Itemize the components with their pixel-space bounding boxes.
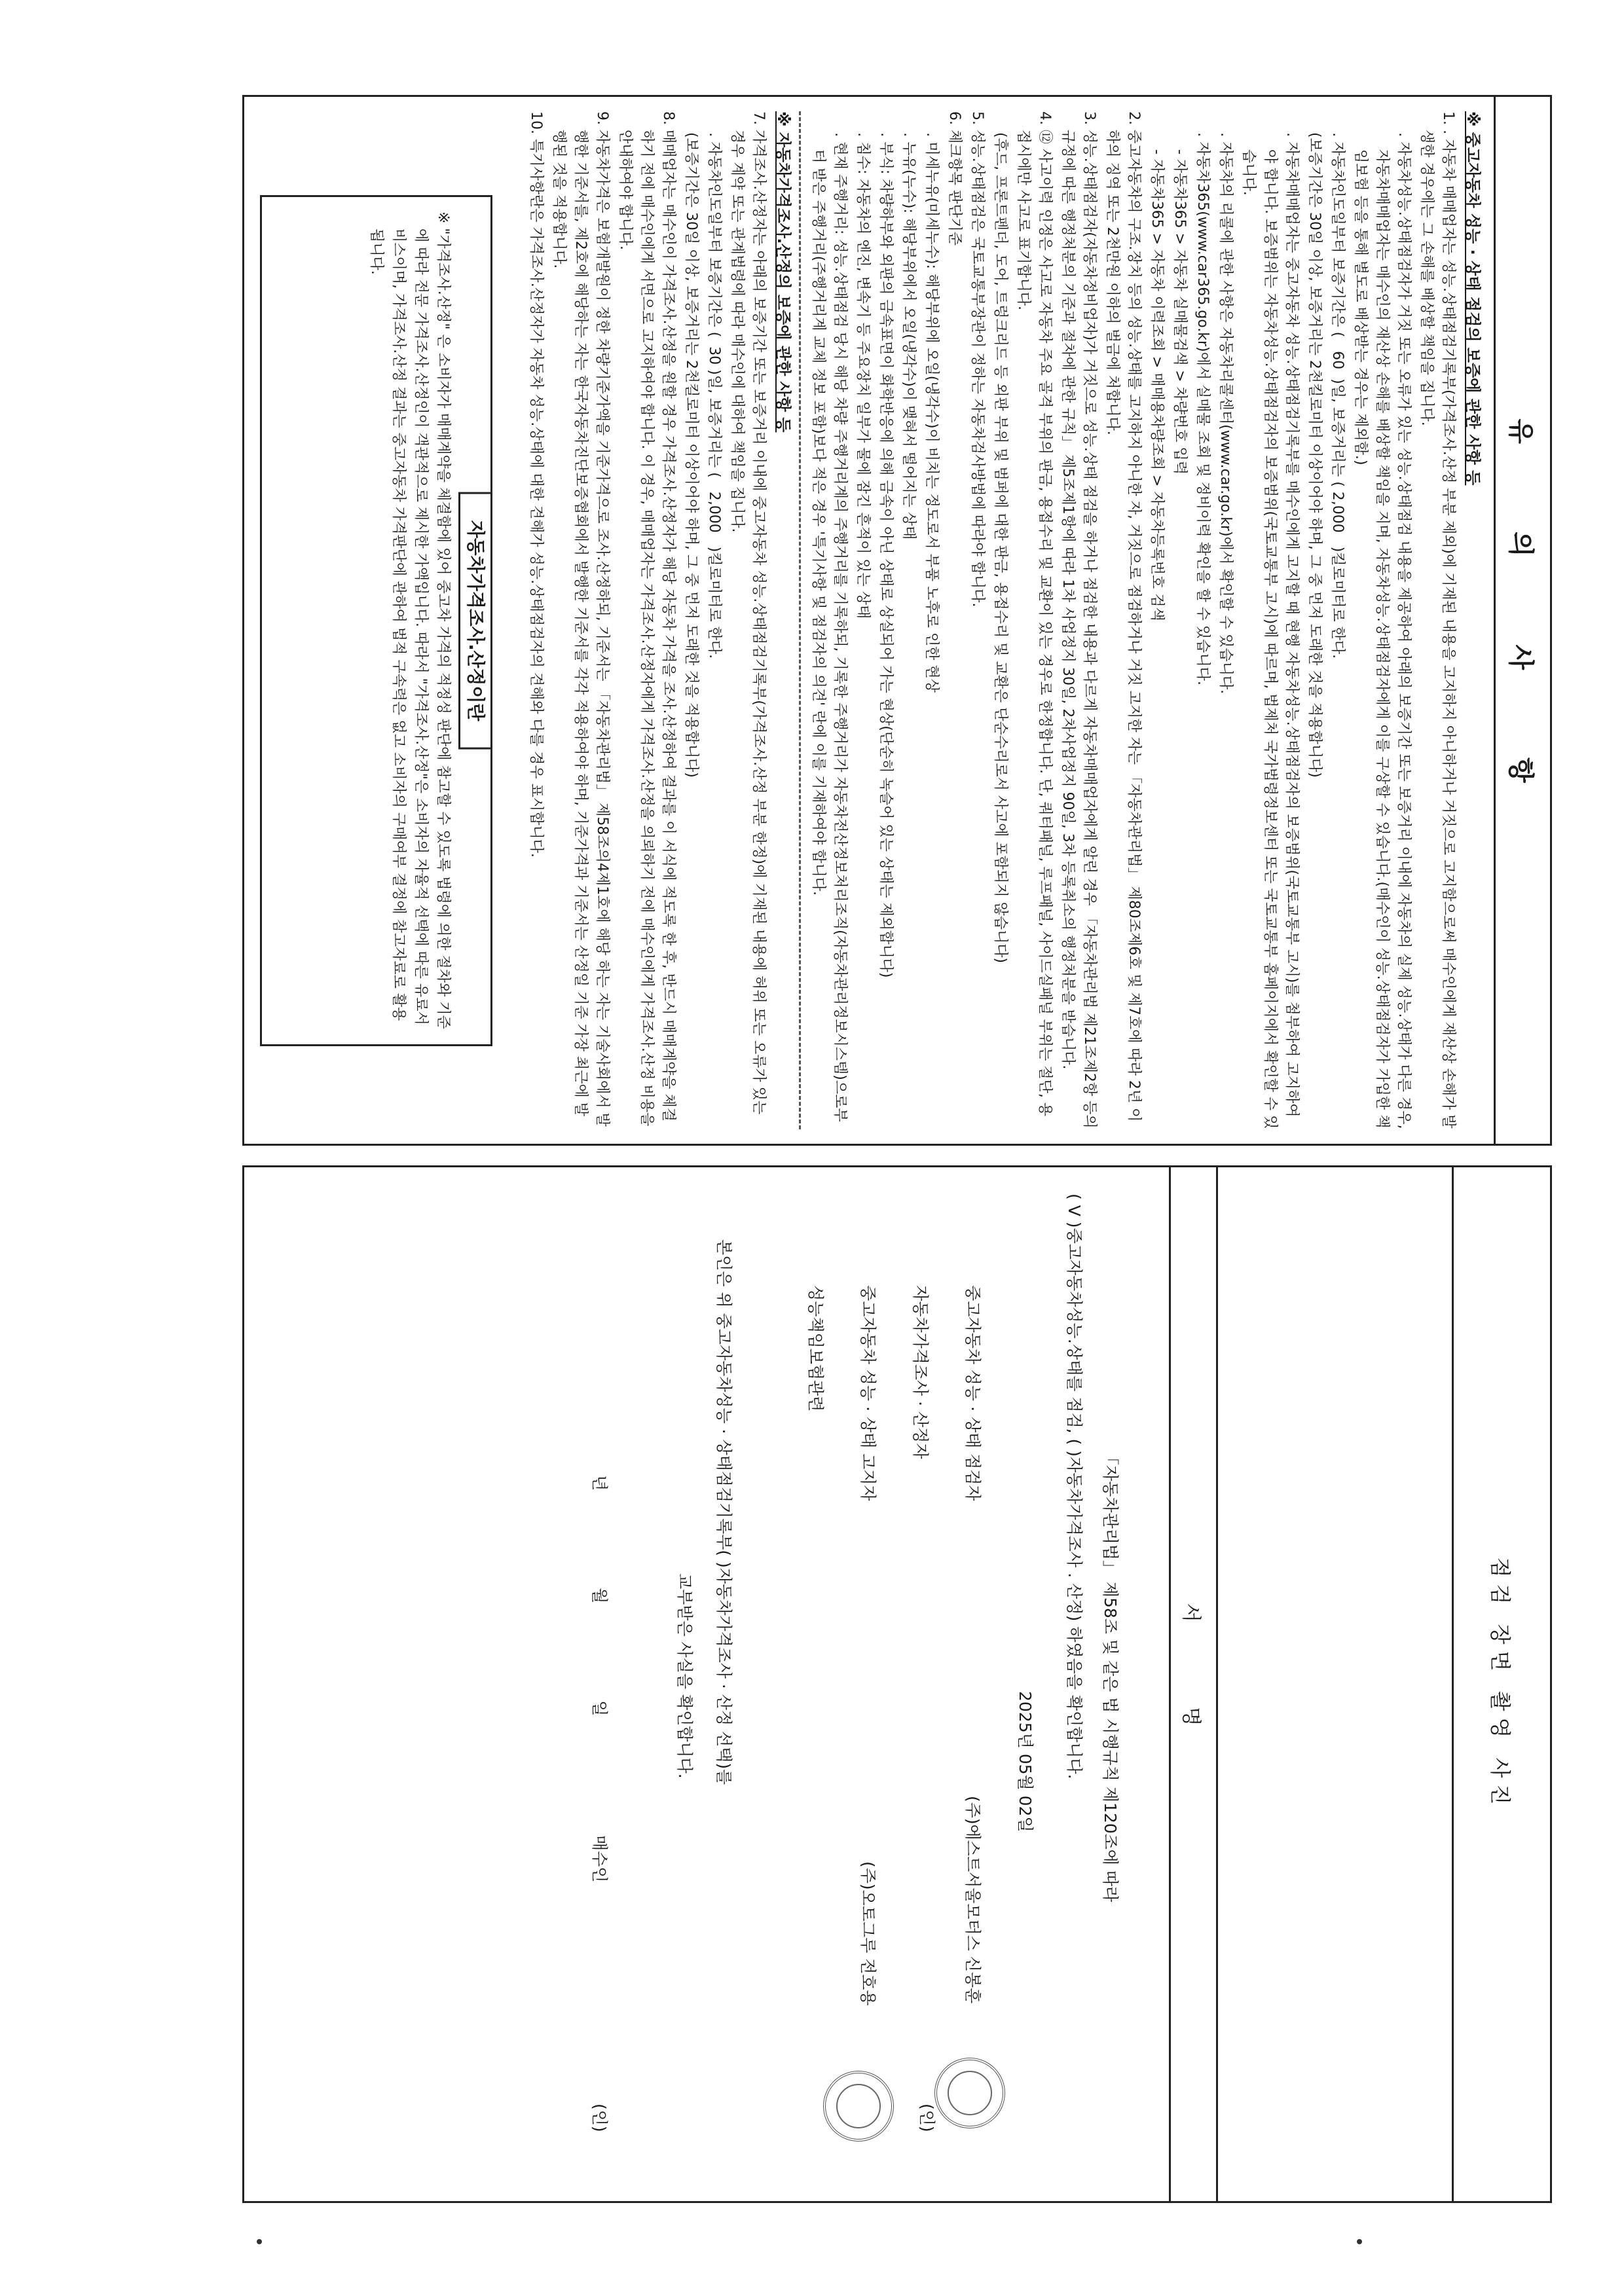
inspector-value: (주)에스트서울모터스 신봉훈 bbox=[963, 1796, 982, 2004]
note-item: 6. 체크항목 판단기준 bbox=[946, 111, 963, 246]
note-subitem: ․ 자동차성능․상태점검자가 거짓 또는 오류가 있는 성능․상태점검 내용을 제공하여 아래의 보증기간 또는 보증거리 이내에 자동차의 실제 성능․상태가 다른 경우, 자동차매매업자는 매수인의 재산상 손해를 배상할 책임을 지며, 자동차성능․상태점검자에게 이를 구상할 수 있습니다.(매수인이 성능․상태점검자가 가입한 책임보험 등을 통해 별도로 배상받는 경우는 제외함.) bbox=[1352, 132, 1412, 1134]
confirm-line-2: 교부받은 사실을 확인합니다. bbox=[675, 1573, 694, 1779]
section1-items bbox=[807, 111, 1459, 1134]
price-info-box-label: 자동차가격조사․산정이란 bbox=[458, 492, 492, 750]
signature-panel bbox=[242, 1165, 1552, 2203]
notes-body bbox=[524, 111, 1485, 1134]
note-subitem: (보증기간은 30일 이상, 보증거리는 2천킬로미터 이상이어야 하며, 그 중 먼저 도래한 것을 적용합니다) bbox=[1306, 132, 1323, 778]
note-subitem: ․ 자동차인도일부터 보증기간은 ( 30 )일, 보증거리는 ( 2,000 )킬로미터로 한다. bbox=[706, 132, 722, 659]
inspector-stamp-icon bbox=[934, 2058, 1005, 2128]
buyer-label: 매수인 bbox=[590, 1835, 609, 1883]
signature-title: 서 명 bbox=[1169, 1167, 1216, 2201]
note-item: 7. 가격조사․산정자는 아래의 보증기간 또는 보증거리 이내에 중고자동차 성능․상태점검기록부(가격조사․산정 부분 한정)에 기재된 내용에 허위 또는 오류가 있는 경우 계약 또는 관계법령에 따라 매수인에 대하여 책임을 집니다. bbox=[729, 111, 767, 1120]
price-assessor-label: 자동차가격조사 · 산정자 bbox=[911, 1285, 930, 1459]
buyer-seal-mark: (인) bbox=[590, 2104, 609, 2132]
notes-panel bbox=[242, 95, 1552, 1146]
notes-heading bbox=[1494, 97, 1550, 1144]
price-info-box-text: ※ "가격조사․산정" 은 소비자가 매매계약을 체결함에 있어 중고차 가격의 적정성 판단에 참고할 수 있도록 법령에 의한 절차와 기준에 따라 전문 가격조사․산정인이 객관적으로 제시한 가액입니다. 따라서 "가격조사․산정"은 소비자의 자율적 선택에 따른 유료서비스이며, 가격조사․산정 결과는 중고자동차 가격판단에 관하여 법적 구속력은 없고 소비자의 구매여부 결정에 참고자료로 활용됩니다. bbox=[368, 211, 451, 1029]
law-line-2: ( V )중고자동차성능․상태를 점검, ( )자동차가격조사 ․ 산정) 하였음을 확인합니다. bbox=[1065, 1194, 1084, 1779]
section1-title: ※ 중고자동차 성능 · 상태 점검의 보증에 관한 사항 등 bbox=[1464, 111, 1482, 486]
note-item: 5. 성능․상태점검은 국토교통부장관이 정하는 자동차검사방법에 따라야 합니다. bbox=[969, 111, 986, 608]
note-subitem: ․ 침수: 자동차의 엔진, 변속기 등 주요장치 일부가 물에 잠긴 흔적이 있는 상태 bbox=[855, 132, 871, 619]
note-subitem: (보증기간은 30일 이상, 보증거리는 2천킬로미터 이상이어야 하며, 그 중 먼저 도래한 것을 적용합니다) bbox=[683, 132, 699, 778]
signature-body bbox=[240, 1167, 1169, 2201]
signature-date: 2025년 05월 02일 bbox=[1016, 1691, 1035, 1832]
note-item: 8. 매매업자는 매수인이 가격조사․산정을 원할 경우 가격조사․산정자가 해당 자동차 가격을 조사․산정하여 결과를 이 서식에 적도록 한 후, 반드시 매매계약을 체결하기 전에 매수인에게 서면으로 고지하여야 합니다. 이 경우, 매매업자는 가격조사․산정자에게 가격조사․산정을 의뢰하기 전에 매수인에게 가격조사․산정 비용을 안내하여야 합니다. bbox=[617, 111, 676, 1131]
scan-dot bbox=[257, 2239, 262, 2244]
law-line-1: 「자동차관리법」 제58조 및 같은 법 시행규칙 제120조에 따라 bbox=[1101, 1449, 1120, 1903]
inspector-label: 중고자동차 성능 · 상태 점검자 bbox=[963, 1285, 982, 1501]
note-subitem: ․ 부식: 차량하부와 외판의 금속표면이 화학반응에 의해 금속이 아닌 상태로 상실되어 가는 현상(단순히 녹슬어 있는 상태는 제외합니다) bbox=[877, 132, 894, 978]
note-subitem: ․ 미세누유(미세누수): 해당부위에 오일(냉각수)이 비치는 정도로서 부품 노후로 인한 현상 bbox=[923, 132, 940, 693]
note-item: 2. 중고자동차의 구조․장치 등의 성능․상태를 고지하지 아니한 자, 거짓으로 점검하거나 거짓 고지한 자는 「자동차관리법」 제80조제6호 및 제7호에 따라 2년 이하의 징역 또는 2천만원 이하의 벌금에 처합니다. bbox=[1104, 111, 1142, 1122]
note-subitem-path: - 자동차365 > 자동차 이력조회 > 매매용차량조회 > 자동차등록번호 검색 bbox=[1149, 149, 1165, 621]
note-subitem: ․ 자동차365(www.car365.go.kr)에서 실매물 조회 및 정비이력 확인을 할 수 있습니다. bbox=[1194, 132, 1211, 685]
notifier-label: 중고자동차 성능 · 상태 고지자 bbox=[858, 1285, 877, 1501]
note-subitem: ․ 자동차의 리콜에 관한 사항은 자동차리콜센터(www.car.go.kr)에서 확인할 수 있습니다. bbox=[1217, 132, 1234, 695]
note-subitem: (후드, 프론트펜더, 도어, 트렁크리드 등 외판 부위 및 범퍼에 대한 판금, 용접수리 및 교환은 단순수리로서 사고에 포함되지 않습니다) bbox=[992, 132, 1008, 964]
section2-items bbox=[525, 111, 769, 1129]
note-subitem: ․ 자동차매매업자는 중고자동차 성능․상태점검기록부를 매수인에게 고지할 때 현행 자동차성능․상태점검자의 보증범위(국토교통부 고시)를 첨부하여 고지하여야 합니다. 보증범위는 자동차성능․상태점검자의 보증범위(국토교통부 고시)에 따르며, 법제처 국가법령정보센터 또는 국토교통부 홈페이지에서 확인할 수 있습니다. bbox=[1240, 132, 1300, 1129]
section2-title: ※ 자동차가격조사․산정의 보증에 관한 사항 등 bbox=[774, 111, 792, 433]
price-info-box bbox=[260, 195, 492, 1046]
note-subitem: ․ 누유(누수): 해당부위에서 오일(냉각수)이 맺혀서 떨어지는 상태 bbox=[900, 132, 917, 540]
note-item: 3. 성능․상태점검자(자동차정비업자)가 거짓으로 성능․상태 점검을 하거나 점검한 내용과 다르게 자동차매매업자에게 알린 경우 「자동차관리법 제21조제2항 등의 규정에 따른 행정처분의 기준과 절차에 관한 규칙」 제5조제1항에 따라 1차 사업정지 30일, 2차사업정지 90일, 3차 등록취소의 행정처분을 받습니다. bbox=[1060, 111, 1098, 1133]
section-divider bbox=[799, 111, 801, 1129]
photo-title: 점검 장면 촬영 사진 bbox=[1452, 1167, 1550, 2201]
notifier-stamp-icon bbox=[823, 2071, 894, 2141]
note-item: 9. 자동차가격은 보험개발원이 정한 차량기준가액을 기준가격으로 조사․산정하되, 기준서는 「자동차관리법」 제58조의4제1호에 해당 하는 자는 기술사회에서 발행한 기준서를, 제2호에 해당하는 자는 한국자동차진단보증협회에서 발행한 기준서를 각각 적용하여야 하며, 기준가격과 기준서는 산정일 기준 가장 최근에 발행된 것을 적용합니다. bbox=[551, 111, 610, 1127]
note-subitem: ․ 자동차인도일부터 보증기간은 ( 60 )일, 보증거리는 ( 2,000 )킬로미터로 한다. bbox=[1329, 132, 1346, 659]
note-subitem: ․ 현재 주행거리: 성능․상태점검 당시 해당 차량 주행거리계의 주행거리를 기록하되, 기록한 주행거리가 자동차전산정보처리조직(자동차관리정보시스템)으로부터 받은 주행거리(주행거리계 교체 정보 포함)보다 적은 경우 '특기사항 및 점검자의 의견' 란에 이를 기재하여야 합니다. bbox=[810, 132, 848, 1122]
note-item: 10. 특기사항란은 가격조사․산정자가 자동차 성능․상태에 대한 견해가 성능․상태점검자의 견해와 다를 경우 표시합니다. bbox=[528, 111, 544, 858]
note-subitem-path: - 자동차365 > 자동차 실매물검색 > 차량번호 입력 bbox=[1172, 149, 1188, 475]
note-item: 1. ․ 자동차 매매업자는 성능․상태점검기록부(가격조사․산정 부분 제외)에 기재된 내용을 고지하지 아니하거나 거짓으로 고지함으로써 매수인에게 재산상 손해가 발생한 경우에는 그 손해를 배상할 책임을 집니다. bbox=[1418, 111, 1456, 1129]
notifier-value: (주)오토그루 전호용 bbox=[858, 1861, 877, 2006]
confirm-line-1: 본인은 위 중고자동차성능 · 상태점검기록부( )자동차가격조사 · 산정 선택)를 bbox=[714, 1239, 733, 1785]
notes-heading-text: 유 의 사 항 bbox=[1505, 418, 1536, 822]
buyer-date-line: 년 월 일 bbox=[590, 1475, 609, 1762]
photo-area bbox=[1216, 1167, 1452, 2201]
inspector-seal-mark: (인) bbox=[917, 2104, 936, 2132]
note-item: 4. ⑫ 사고이력 인정은 사고로 자동차 주요 골격 부위의 판금, 용접수리 및 교환이 있는 경우로 한정합니다. 단, 쿼터패널, 루프패널, 사이드실패널 부위는 절단, 용접시에만 사고로 표기합니다. bbox=[1015, 111, 1053, 1117]
scan-dot bbox=[1357, 2239, 1362, 2244]
insurance-label: 성능책임보험관련 bbox=[806, 1285, 825, 1412]
